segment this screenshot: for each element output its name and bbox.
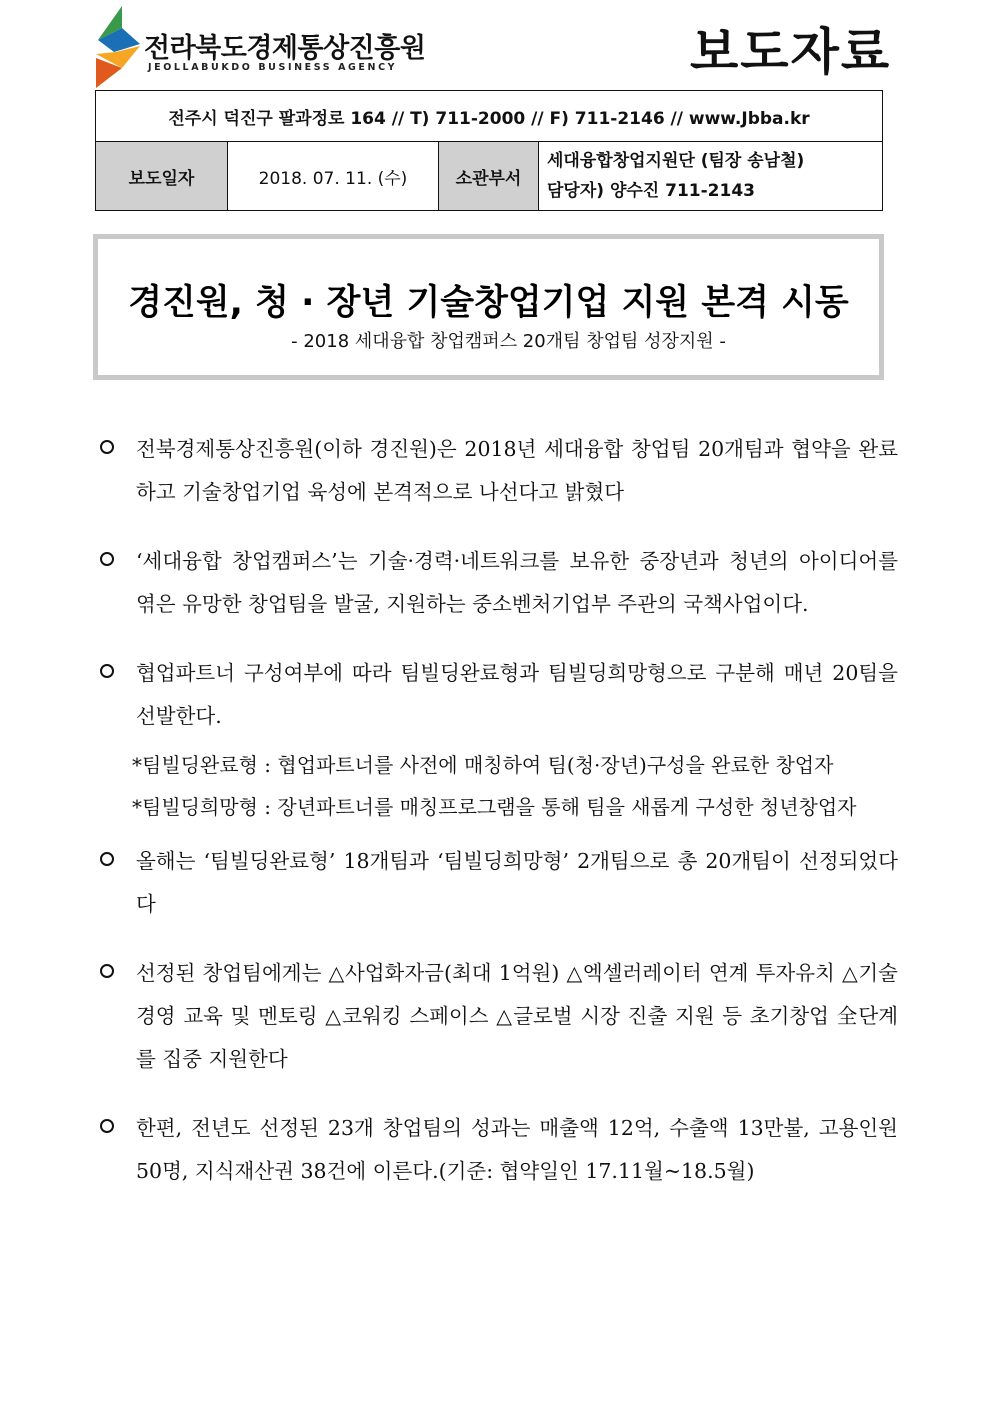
paragraph-text: 협업파트너 구성여부에 따라 팀빌딩완료형과 팀빌딩희망형으로 구분해 매년 20팀을 선발한다. — [136, 661, 898, 728]
contact-line: 전주시 덕진구 팔과정로 164 // T) 711-2000 // F) 711-2146 // www.Jbba.kr — [96, 91, 883, 142]
subheadline: - 2018 세대융합 창업캠퍼스 20개팀 창업팀 성장지원 - — [291, 331, 726, 352]
circle-bullet-icon — [100, 852, 114, 866]
date-label: 보도일자 — [96, 142, 228, 211]
header — [0, 0, 992, 92]
circle-bullet-icon — [100, 964, 114, 978]
dept-value — [539, 142, 883, 211]
circle-bullet-icon — [100, 664, 114, 678]
logo-mark-icon — [96, 6, 144, 90]
dept-line: 세대융합창업지원단 (팀장 송남철) — [547, 151, 805, 171]
paragraph-2 — [98, 540, 898, 626]
org-name-en: JEOLLABUKDO BUSINESS AGENCY — [148, 62, 398, 73]
note-2: *팀빌딩희망형 : 장년파트너를 매칭프로그램을 통해 팀을 새롭게 구성한 청년창업자 — [132, 795, 857, 819]
circle-bullet-icon — [100, 552, 114, 566]
paragraph-text: 올해는 ‘팀빌딩완료형’ 18개팀과 ‘팀빌딩희망형’ 2개팀으로 총 20개팀이 선정되었다다 — [136, 849, 898, 916]
paragraph-text: 전북경제통상진흥원(이하 경진원)은 2018년 세대융합 창업팀 20개팀과 협약을 완료하고 기술창업기업 육성에 본격적으로 나선다고 밝혔다 — [136, 437, 898, 504]
circle-bullet-icon — [100, 1119, 114, 1133]
org-name: 전라북도경제통상진흥원 — [144, 33, 426, 64]
note-1: *팀빌딩완료형 : 협업파트너를 사전에 매칭하여 팀(청·장년)구성을 완료한 창업자 — [132, 753, 834, 777]
circle-bullet-icon — [100, 440, 114, 454]
document-type: 보도자료 — [690, 23, 892, 81]
agency-logo — [96, 6, 426, 90]
paragraph-1 — [98, 428, 898, 514]
paragraph-5 — [98, 952, 898, 1081]
paragraph-text: ‘세대융합 창업캠퍼스’는 기술·경력·네트워크를 보유한 중장년과 청년의 아이디어를 엮은 유망한 창업팀을 발굴, 지원하는 중소벤처기업부 주관의 국책사업이다. — [136, 549, 898, 616]
paragraph-text: 한편, 전년도 선정된 23개 창업팀의 성과는 매출액 12억, 수출액 13만불, 고용인원 50명, 지식재산권 38건에 이른다.(기준: 협약일인 17.11월~18.5월) — [136, 1116, 898, 1183]
date-value: 2018. 07. 11. (수) — [228, 142, 439, 211]
headline-box — [93, 234, 884, 380]
headline: 경진원, 청 · 장년 기술창업기업 지원 본격 시동 — [128, 283, 849, 323]
paragraph-6 — [98, 1107, 898, 1193]
paragraph-4 — [98, 840, 898, 926]
info-table — [95, 90, 883, 211]
contact-person: 담당자) 양수진 711-2143 — [547, 181, 755, 201]
dept-label: 소관부서 — [439, 142, 539, 211]
body-content — [98, 428, 898, 1193]
paragraph-text: 선정된 창업팀에게는 △사업화자금(최대 1억원) △엑셀러레이터 연계 투자유치 △기술경영 교육 및 멘토링 △코워킹 스페이스 △글로벌 시장 진출 지원 등 초기창업 全단계를 집중 지원한다 — [136, 961, 898, 1071]
paragraph-3 — [98, 652, 898, 738]
